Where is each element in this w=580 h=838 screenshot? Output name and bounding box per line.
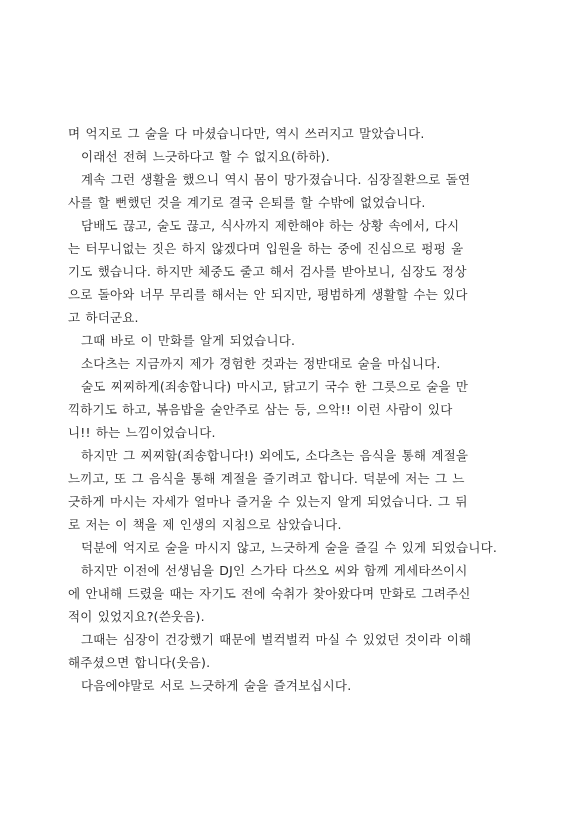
paragraph [68, 329, 514, 352]
text-line: 에 안내해 드렸을 때는 자기도 전에 숙취가 찾아왔다며 만화로 그려주신 [68, 586, 471, 601]
paragraph [68, 352, 514, 375]
text-line: 니!! 하는 느낌이었습니다. [68, 425, 216, 440]
text-line: 사를 할 뻔했던 것을 계기로 결국 은퇴를 할 수밖에 없었습니다. [68, 195, 426, 210]
text-line: 담배도 끊고, 술도 끊고, 식사까지 제한해야 하는 상황 속에서, 다시 [81, 218, 460, 233]
paragraph [68, 214, 514, 329]
text-line: 그때 바로 이 만화를 알게 되었습니다. [81, 333, 296, 348]
text-line: 는 터무니없는 짓은 하지 않겠다며 입원을 하는 중에 진심으로 펑펑 울 [68, 241, 464, 256]
text-line: 며 억지로 그 술을 다 마셨습니다만, 역시 쓰러지고 말았습니다. [68, 126, 425, 141]
paragraph [68, 168, 514, 214]
paragraph [68, 375, 514, 444]
body-text [68, 122, 514, 697]
paragraph [68, 122, 514, 145]
text-line: 덕분에 억지로 술을 마시지 않고, 느긋하게 술을 즐길 수 있게 되었습니다. [81, 540, 498, 555]
text-line: 로 저는 이 책을 제 인생의 지침으로 삼았습니다. [68, 517, 342, 532]
text-line: 다음에야말로 서로 느긋하게 술을 즐겨보십시다. [81, 678, 352, 693]
paragraph [68, 536, 514, 559]
text-line: 술도 찌찌하게(죄송합니다) 마시고, 닭고기 국수 한 그릇으로 술을 만 [81, 379, 469, 394]
paragraph [68, 628, 514, 674]
text-line: 으로 돌아와 너무 무리를 해서는 안 되지만, 평범하게 생활할 수는 있다 [68, 287, 468, 302]
text-line: 끽하기도 하고, 볶음밥을 술안주로 삼는 등, 으악!! 이런 사람이 있다 [68, 402, 453, 417]
paragraph [68, 444, 514, 536]
text-line: 고 하더군요. [68, 310, 139, 325]
text-line: 계속 그런 생활을 했으니 역시 몸이 망가졌습니다. 심장질환으로 돌연 [81, 172, 471, 187]
text-line: 긋하게 마시는 자세가 얼마나 즐거울 수 있는지 알게 되었습니다. 그 뒤 [68, 494, 468, 509]
text-line: 이래선 전혀 느긋하다고 할 수 없지요(하하). [81, 149, 330, 164]
text-line: 해주셨으면 합니다(웃음). [68, 655, 211, 670]
paragraph [68, 559, 514, 628]
text-line: 소다츠는 지금까지 제가 경험한 것과는 정반대로 술을 마십니다. [81, 356, 441, 371]
text-line: 느끼고, 또 그 음식을 통해 계절을 즐기려고 합니다. 덕분에 저는 그 느 [68, 471, 465, 486]
text-line: 적이 있었지요?(쓴웃음). [68, 609, 205, 624]
paragraph [68, 145, 514, 168]
text-line: 그때는 심장이 건강했기 때문에 벌컥벌컥 마실 수 있었던 것이라 이해 [81, 632, 472, 647]
text-line: 하지만 그 찌찌함(죄송합니다!) 외에도, 소다츠는 음식을 통해 계절을 [81, 448, 469, 463]
text-line: 기도 했습니다. 하지만 체중도 줄고 해서 검사를 받아보니, 심장도 정상 [68, 264, 467, 279]
paragraph [68, 674, 514, 697]
text-line: 하지만 이전에 선생님을 DJ인 스가타 다쓰오 씨와 함께 게세타쓰이시 [81, 563, 468, 578]
